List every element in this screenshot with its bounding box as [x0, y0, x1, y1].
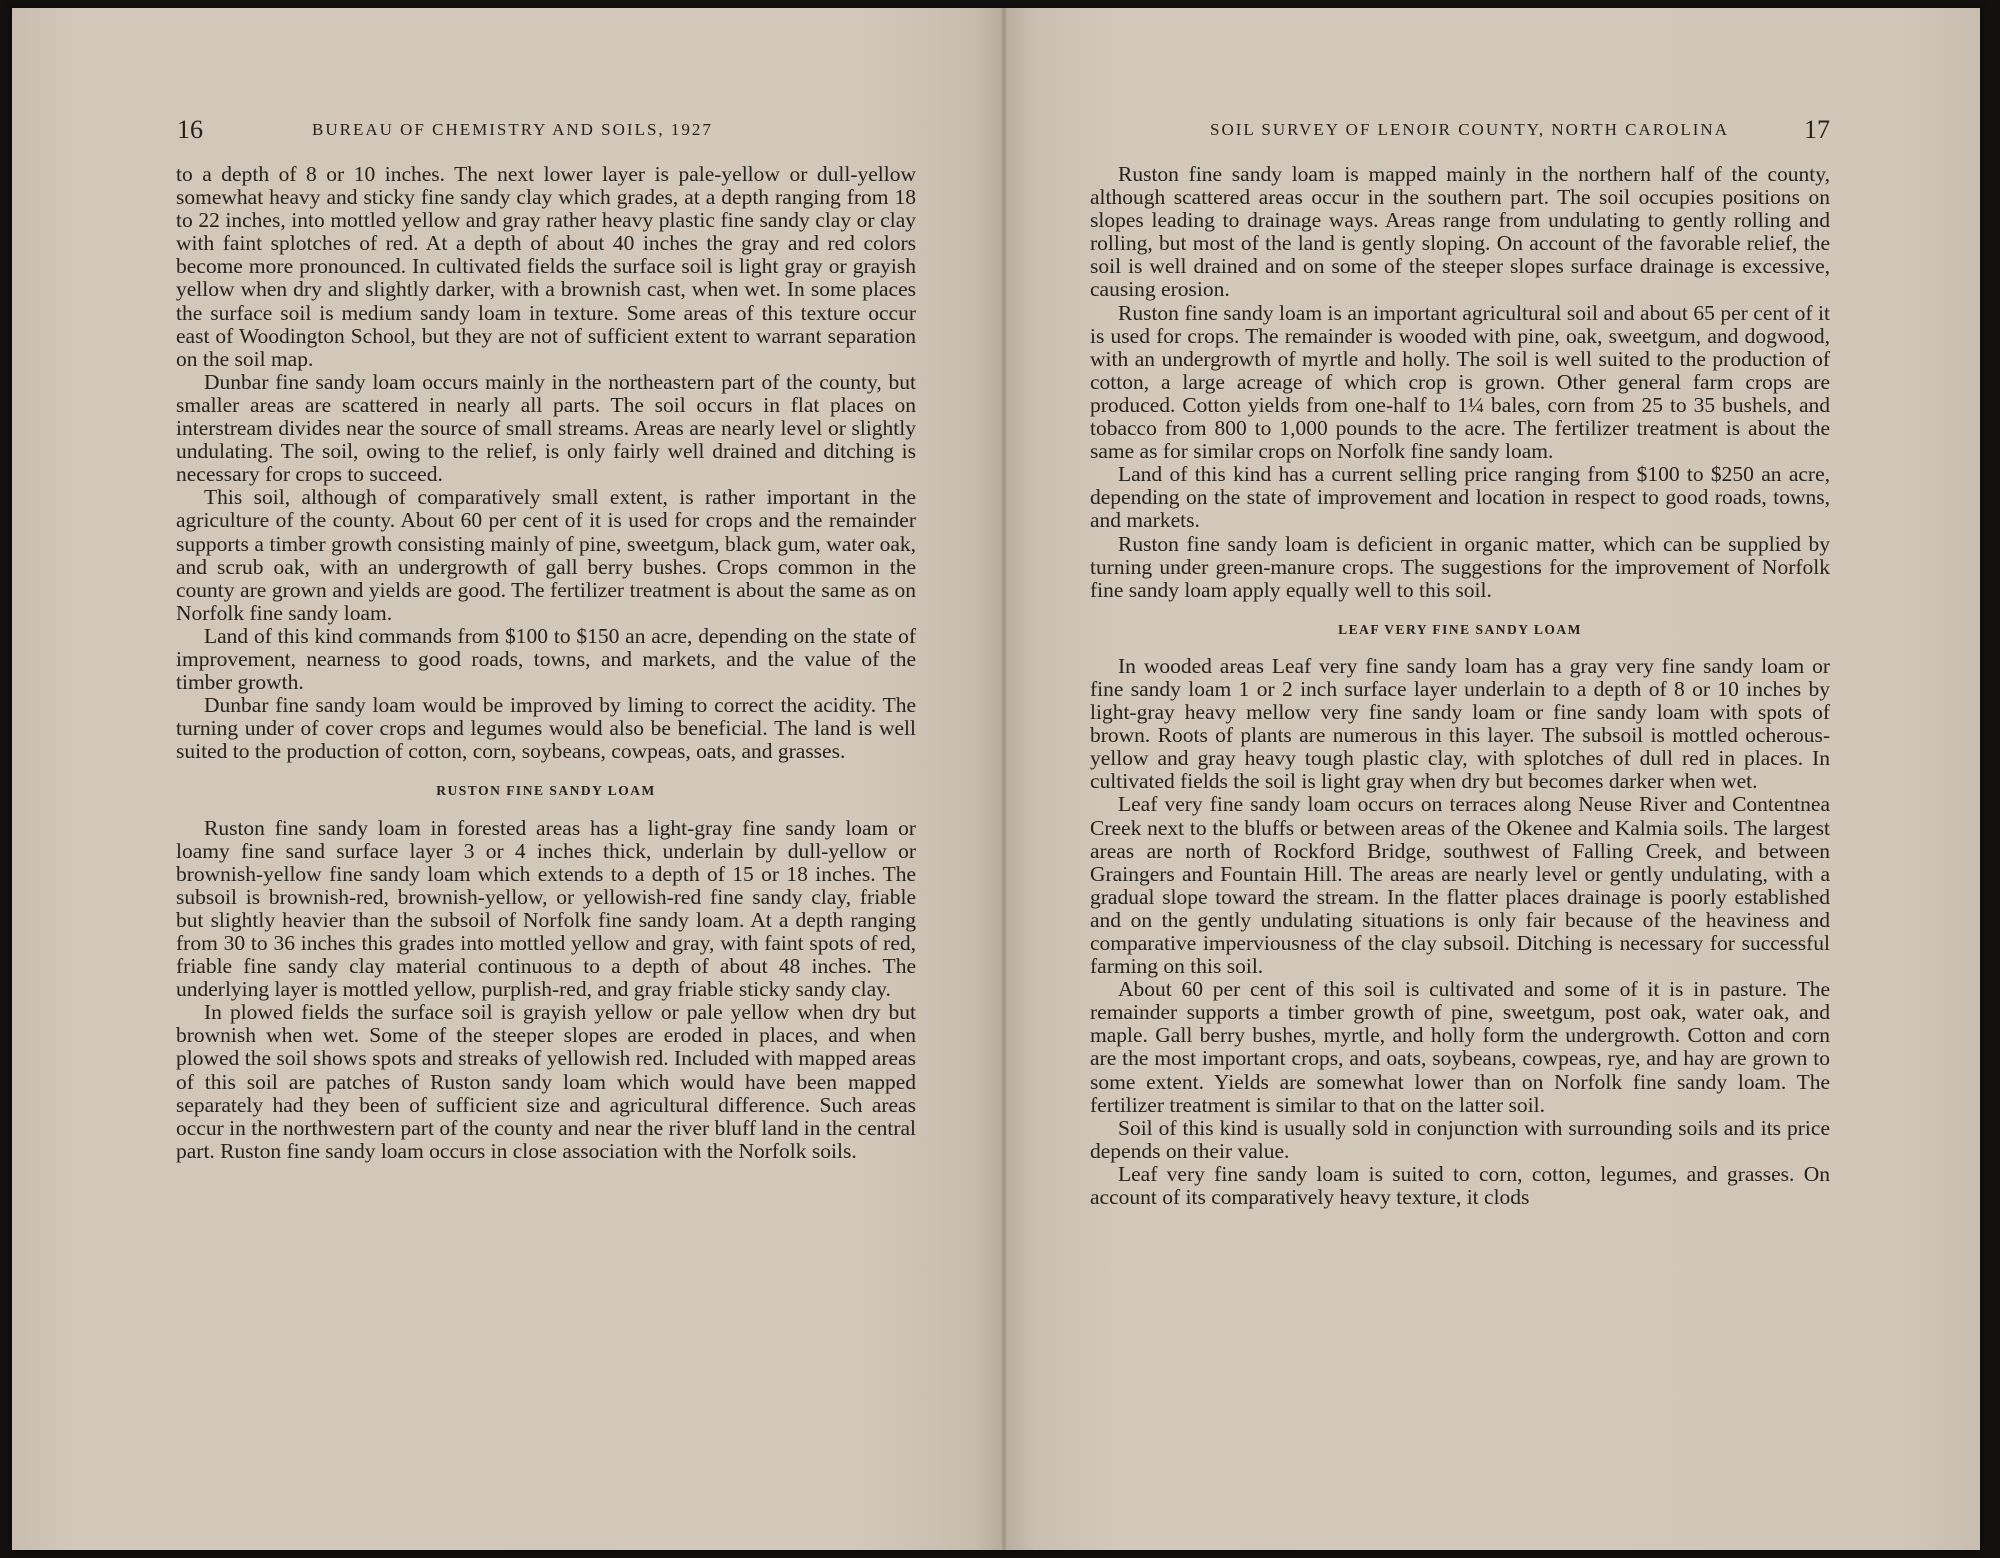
paragraph: About 60 per cent of this soil is cultivated and some of it is in pasture. The remainder supports a timber growth of pine, sweetgum, post oak, water oak, and maple. Gall berry bushes, myrtle, and holly form the undergrowth. Cotton and corn are the most important crops, and oats, soybeans, cowpeas, rye, and hay are grown to some extent. Yields are somewhat lower than on Norfolk fine sandy loam. The fertilizer treatment is similar to that on the latter soil.	[1090, 977, 1830, 1117]
paragraph: In plowed fields the surface soil is grayish yellow or pale yellow when dry but brownish when wet. Some of the steeper slopes are eroded in places, and when plowed the soil shows spots and streaks of yellowish red. Included with mapped areas of this soil are patches of Ruston sandy loam which would have been mapped separately had they been of sufficient size and agricultural difference. Such areas occur in the northwestern part of the county and near the river bluff land in the central part. Ruston fine sandy loam occurs in close association with the Norfolk soils.	[176, 1000, 916, 1163]
right-page-number: 17	[1804, 115, 1830, 144]
right-page	[1006, 8, 1980, 1550]
paragraph: This soil, although of comparatively small extent, is rather important in the agriculture of the county. About 60 per cent of it is used for crops and the remainder supports a timber growth consisting mainly of pine, sweetgum, black gum, water oak, and scrub oak, with an undergrowth of gall berry bushes. Crops common in the county are grown and yields are good. The fertilizer treatment is about the same as on Norfolk fine sandy loam.	[176, 485, 916, 625]
left-text-column	[176, 163, 916, 1163]
left-running-head	[177, 112, 917, 148]
paragraph: Ruston fine sandy loam is deficient in organic matter, which can be supplied by turning under green-manure crops. The suggestions for the improvement of Norfolk fine sandy loam apply equally well to this soil.	[1090, 531, 1830, 602]
paragraph: Dunbar fine sandy loam would be improved by liming to correct the acidity. The turning under of cover crops and legumes would also be beneficial. The land is well suited to the production of cotton, corn, soybeans, cowpeas, oats, and grasses.	[176, 693, 916, 764]
right-text-column	[1090, 163, 1830, 1209]
left-page-number: 16	[177, 115, 203, 144]
paragraph: Soil of this kind is usually sold in conjunction with surrounding soils and its price depends on their value.	[1090, 1115, 1830, 1163]
paragraph: Leaf very fine sandy loam occurs on terraces along Neuse River and Contentnea Creek next to the bluffs or between areas of the Okenee and Kalmia soils. The largest areas are north of Rockford Bridge, southwest of Falling Creek, and between Graingers and Fountain Hill. The areas are nearly level or gently undulating, with a gradual slope toward the stream. In the flatter places drainage is poorly established and on the gently undulating situations is only fair because of the heaviness and comparative imperviousness of the clay subsoil. Ditching is necessary for successful farming on this soil.	[1090, 792, 1830, 979]
paragraph: Land of this kind has a current selling price ranging from $100 to $250 an acre, depending on the state of improvement and location in respect to good roads, towns, and markets.	[1090, 462, 1830, 533]
section-heading: LEAF VERY FINE SANDY LOAM	[1338, 621, 1582, 637]
paragraph: Dunbar fine sandy loam occurs mainly in the northeastern part of the county, but smaller areas are scattered in nearly all parts. The soil occurs in flat places on interstream divides near the source of small streams. Areas are nearly level or slightly undulating. The soil, owing to the relief, is only fairly well drained and ditching is necessary for crops to succeed.	[176, 369, 916, 487]
right-running-title: SOIL SURVEY OF LENOIR COUNTY, NORTH CAROLINA	[1210, 120, 1729, 139]
right-running-head	[1090, 112, 1830, 148]
left-running-title: BUREAU OF CHEMISTRY AND SOILS, 1927	[312, 120, 713, 139]
paragraph: In wooded areas Leaf very fine sandy loam has a gray very fine sandy loam or fine sandy loam 1 or 2 inch surface layer underlain to a depth of 8 or 10 inches by light-gray heavy mellow very fine sandy loam or fine sandy loam with spots of brown. Roots of plants are numerous in this layer. The subsoil is mottled ocherous-yellow and gray heavy tough plastic clay, with splotches of dull red in places. In cultivated fields the soil is light gray when dry but becomes darker when wet.	[1090, 653, 1830, 794]
paragraph: Leaf very fine sandy loam is suited to corn, cotton, legumes, and grasses. On account of its comparatively heavy texture, it clods	[1090, 1161, 1830, 1210]
paragraph: to a depth of 8 or 10 inches. The next lower layer is pale-yellow or dull-yellow somewhat heavy and sticky fine sandy clay which grades, at a depth ranging from 18 to 22 inches, into mottled yellow and gray rather heavy plastic fine sandy clay or clay with faint splotches of red. At a depth of about 40 inches the gray and red colors become more pronounced. In cultivated fields the surface soil is light gray or grayish yellow when dry and slightly darker, with a brownish cast, when wet. In some places the surface soil is medium sandy loam in texture. Some areas of this texture occur east of Woodington School, but they are not of sufficient extent to warrant separation on the soil map.	[176, 162, 916, 371]
paragraph: Land of this kind commands from $100 to $150 an acre, depending on the state of improvement, nearness to good roads, towns, and markets, and the value of the timber growth.	[176, 623, 916, 695]
paragraph: Ruston fine sandy loam is mapped mainly in the northern half of the county, although scattered areas occur in the southern part. The soil occupies positions on slopes leading to drainage ways. Areas range from undulating to gently rolling and rolling, but most of the land is gently sloping. On account of the favorable relief, the soil is well drained and on some of the steeper slopes surface drainage is excessive, causing erosion.	[1090, 162, 1830, 302]
section-heading: RUSTON FINE SANDY LOAM	[436, 783, 656, 799]
left-page	[12, 8, 1004, 1550]
paragraph: Ruston fine sandy loam in forested areas has a light-gray fine sandy loam or loamy fine sand surface layer 3 or 4 inches thick, underlain by dull-yellow or brownish-yellow fine sandy loam which extends to a depth of 15 or 18 inches. The subsoil is brownish-red, brownish-yellow, or yellowish-red fine sandy clay, friable but slightly heavier than the subsoil of Norfolk fine sandy loam. At a depth ranging from 30 to 36 inches this grades into mottled yellow and gray, with faint spots of red, friable fine sandy clay material continuous to a depth of about 48 inches. The underlying layer is mottled yellow, purplish-red, and gray friable sticky sandy clay.	[176, 815, 916, 1002]
book-spread	[12, 8, 1980, 1550]
paragraph: Ruston fine sandy loam is an important agricultural soil and about 65 per cent of it is used for crops. The remainder is wooded with pine, oak, sweetgum, and dogwood, with an undergrowth of myrtle and holly. The soil is well suited to the production of cotton, a large acreage of which crop is grown. Other general farm crops are produced. Cotton yields from one-half to 1¼ bales, corn from 25 to 35 bushels, and tobacco from 800 to 1,000 pounds to the acre. The fertilizer treatment is about the same as for similar crops on Norfolk fine sandy loam.	[1090, 300, 1830, 464]
